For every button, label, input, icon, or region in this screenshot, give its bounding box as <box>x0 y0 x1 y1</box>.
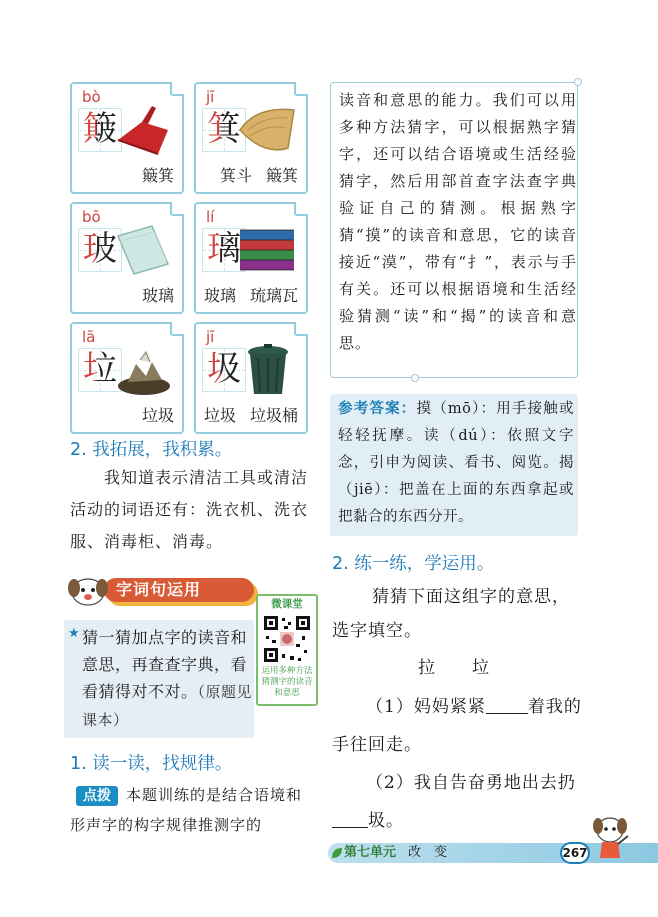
answer-box <box>330 394 578 536</box>
task-text: 猜一猜加点字的读音和意思，再查查字典，看看猜得对不对。 <box>82 628 248 701</box>
tip-badge: 点拨 <box>76 786 118 806</box>
leaf-icon <box>330 846 344 860</box>
star-icon: ★ <box>68 626 80 641</box>
choice-chars: 拉 垃 <box>418 658 490 678</box>
card-tab <box>170 322 184 336</box>
page-number: 267 <box>560 842 590 864</box>
hanzi: 箕 <box>202 106 246 152</box>
dog-mascot-icon <box>64 572 112 608</box>
hanzi: 垃 <box>78 346 122 392</box>
banner-title: 字词句运用 <box>116 580 202 599</box>
section-title-expand: 2. 我拓展，我积累。 <box>70 440 233 460</box>
char-card-li <box>194 202 308 314</box>
word: 垃圾 <box>203 406 236 425</box>
question-1 <box>332 688 584 764</box>
footer-title: 改 变 <box>408 845 448 860</box>
char-card-bo-glass <box>70 202 184 314</box>
pinyin: bō <box>82 208 101 226</box>
section-paragraph-expand: 我知道表示清洁工具或清洁活动的词语还有：洗衣机、洗衣服、消毒柜、消毒。 <box>70 468 309 551</box>
word: 垃圾 <box>141 406 174 425</box>
pinyin: jī <box>206 88 215 106</box>
char-card-ji-garbage <box>194 322 308 434</box>
blank-2[interactable] <box>332 810 368 828</box>
qr-title: 微课堂 <box>271 598 303 610</box>
footer-unit: 第七单元 <box>344 845 397 860</box>
pinyin: lā <box>82 328 96 346</box>
answer-text: 摸（mō）：用手接触或轻轻抚摩。读（dú）：依照文字念，引申为阅读、看书、阅览。揭（jiē）：把盖在上面的东西拿起或把黏合的东西分开。 <box>338 401 575 525</box>
question-2-part-b: 圾。 <box>368 811 404 831</box>
question-2 <box>332 764 584 840</box>
word: 簸箕 <box>141 166 174 185</box>
subsection-title-read: 1. 读一读，找规律。 <box>70 754 233 774</box>
word: 垃圾桶 <box>249 406 298 425</box>
word: 簸箕 <box>265 166 298 185</box>
card-tab <box>294 82 308 96</box>
task-box <box>64 620 254 738</box>
micro-lesson-qr[interactable] <box>256 594 318 706</box>
char-card-la <box>70 322 184 434</box>
word: 琉璃瓦 <box>249 286 298 305</box>
tip-text: 本题训练的是结合语境和形声字的构字规律推测字的 <box>70 786 303 834</box>
hanzi: 玻 <box>78 226 122 272</box>
answer-label: 参考答案： <box>338 401 417 417</box>
question-1-part-a: （1）妈妈紧紧 <box>366 697 486 717</box>
practice-instructions: 猜猜下面这组字的意思，选字填空。 <box>332 587 570 641</box>
char-card-ji <box>194 82 308 194</box>
section-banner <box>64 572 254 606</box>
dog-mascot-icon <box>588 812 632 864</box>
pinyin: jī <box>206 328 215 346</box>
card-tab <box>294 202 308 216</box>
hanzi: 圾 <box>202 346 246 392</box>
qr-code-icon[interactable] <box>262 614 312 664</box>
question-1-part-b: 着我的手往回走。 <box>332 697 582 755</box>
word: 玻璃 <box>203 286 236 305</box>
word: 玻璃 <box>141 286 174 305</box>
card-tab <box>294 322 308 336</box>
card-tab <box>170 202 184 216</box>
blank-1[interactable] <box>486 696 528 714</box>
word: 箕斗 <box>219 166 252 185</box>
subsection-title-practice: 2. 练一练，学运用。 <box>332 554 495 574</box>
task-page-ref: （原题见课本） <box>82 683 253 729</box>
char-card-bo <box>70 82 184 194</box>
qr-description: 运用多种方法猜测字的读音和意思 <box>261 666 313 698</box>
explanation-text: 读音和意思的能力。我们可以用多种方法猜字，可以根据熟字猜字，还可以结合语境或生活经验猜字，然后用部首查字法查字典验证自己的猜测。根据熟字猜“摸”的读音和意思，它的读音接近“漠”，带有“扌”，表示与手有关。还可以根据语境和生活经验猜测“读”和“揭”的读音和意思。 <box>339 91 577 352</box>
question-2-part-a: （2）我自告奋勇地出去扔 <box>366 773 576 793</box>
explanation-box <box>330 82 578 378</box>
pinyin: lí <box>206 208 215 226</box>
pinyin: bò <box>82 88 101 106</box>
hanzi: 璃 <box>202 226 246 272</box>
hanzi: 簸 <box>78 106 122 152</box>
card-tab <box>170 82 184 96</box>
